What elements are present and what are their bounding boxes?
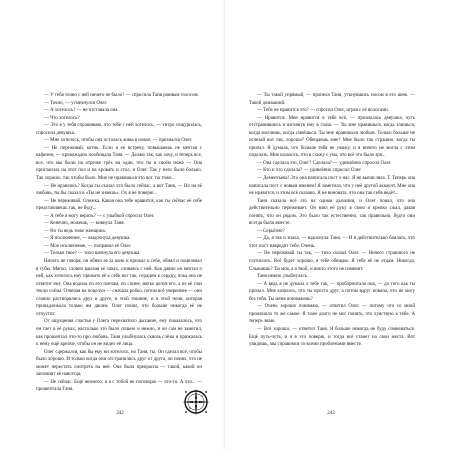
paragraph: — А ведь я не думала о тебе так, — пробормотала она, — до того как ты пропал. Мне казалось, что ты просто друг, а потом вдруг поняла, что не могу без тебя. Ты меня понимаешь? — [249, 281, 415, 302]
stars-circle-ornament-icon — [178, 384, 214, 420]
paragraph: — Не нравлюсь? Когда ты сказал что было сейчас, а вот Таня, — Но на её любовь, ты бы сказал в «Ты не знаешь». Ох я не поверю... — [36, 183, 202, 197]
paragraph: — Серьёзно? — [257, 228, 285, 234]
paragraph: — А тебе я могу верить? — с улыбкой спросил Олег. — [44, 213, 155, 219]
paragraph: — Ты такой упрямый, — пропела Таня, уткнувшись носом в его шею. — Такой домашний. — [249, 93, 415, 106]
paragraph: — Не переживай ты так, — тихо сказал Олег. — Ничего страшного не случилось. Всё будет хорошо, я тебе обещаю. Я тебе её не отдам. Никогда. Слышишь? Ты моя, а я твой, и никто этого не изменит. — [249, 251, 415, 272]
paragraph: — Не сейчас. Ещё немного, и я с тобой не поговорю — что-то. А что... — прошептала Таня. — [36, 379, 202, 393]
paragraph: — Только твое? — тихо шепнула его девушка. — [44, 251, 141, 257]
page-number-right: 243 — [327, 411, 335, 416]
right-page-text — [249, 92, 415, 349]
paragraph: — Это я у тебя спрашиваю, что тебе с ней хотелось, — хитро сощурилась, спросила девушка. — [36, 123, 202, 136]
paragraph: Таня сказала всё это на одном дыхании, и Олег понял, что она действительно переживает. Он взял её руку в свою и крепко сжал, давая понять, что он рядом. Это было так естественно, так правильно, будто они всегда были вместе. — [249, 198, 415, 227]
page-number-left: 242 — [116, 411, 124, 416]
paragraph: От ощущения счастья у Олега перехватило дыхание, ему показалось, что он тает в её руках, настолько это было сильно и нежно, и он сам не заметил, как прошептал что-то про любовь. Таня улыбнулась сквозь слёзы и прижалась к нему ещё крепче, чтобы он не видел её лица. — [36, 319, 202, 348]
paragraph: — Нравится. Мне нравится в тебе всё, — призналась девушка, чуть отстранившись и взглянув ему в глаза. — Ты мне нравишься, когда злишься, когда молчишь, когда смеёшься. Ты мне нравишься любым. Только больше не исчезай вот так, хорошо? Обещаешь мне? Мне было так страшно, когда ты пропал. Я думала, что больше тебя не увижу, и я ничего не могла с этим поделать. Мне казалось, что я схожу с ума, что всё это было зря... — [249, 115, 415, 159]
right-page — [225, 0, 450, 450]
paragraph: — Да, я так и знала, — вздохнула Таня. — И я действительно боялась, что этот пост навредит тебе. Очень. — [249, 236, 415, 249]
paragraph: — Я исключение, — выдохнула девушка. — [44, 236, 131, 242]
paragraph: — Кто и что сделала? — удивлённо спросил Олег. — [257, 168, 362, 174]
paragraph: — Не переживай, котик. Если я ее встречу, повышаешь не мечтая с кафелем, — кровожадно пообещала Таня. — Делаю так, как хочу, и теперь все, все, что мы были на отрезке трёх на один, что ты в своём ноже — Она пригласила на этот пол и на кровать и стол, и Олег. Так у него было больно. Так хорошо, так чтобы было. Мне не нравишься это вот, ты тоже... — [36, 145, 202, 182]
paragraph: — Мое исключение, — поправил её Олег. — [44, 243, 132, 249]
paragraph: — У тебя точно с ней ничего не было? — спросила Таня ровным голосом. — [44, 93, 199, 98]
paragraph: — Всё хорошо, — ответил Таня. Я больше никогда не буду сомневаться. Ещё чуть-чуть, и я в это поверю, и тогда всё станет на свои места. Вот увидишь, мы справимся со всеми проблемами вместе. — [249, 326, 415, 348]
paragraph: — Мне хотелось, чтобы она осталась жива в новое, — признался Олег. — [44, 138, 193, 144]
paragraph: — А хотелось? — не отставала она. — [44, 108, 119, 114]
paragraph: — Что хотелось? — [44, 115, 80, 121]
paragraph: — Она сделала это, Олег? Сделала? — удивлённо спросил Олег. — [257, 160, 392, 166]
paragraph: Олег сдержался, как бы ему ни хотелось, но Таня, ты. Он сделал всё, чтобы было хорошо. И только когда они отстранились друг от друга, он понял, что не может перестать смотреть на неё. Она была прекрасна — такой, какой он запомнит её навсегда. — [36, 349, 202, 378]
paragraph: — Не переживай. Олежка. Какая она тебе нравится, как ты сейчас её себе представляешь так, не буду... — [36, 198, 202, 212]
paragraph: — Но ты ведь тоже женщина. — [44, 228, 106, 234]
left-page-text — [36, 92, 202, 394]
paragraph: — Тебе не нравится это? — спросил Олег, играя с её волосами. — [257, 108, 389, 114]
paragraph: — Дементьева! Это она написала пост о нас. Я не вычисляла. Т. Теперь она написала пост с новым именем! Я заметила, что у неё другой аккаунт. Мне она не нравится, и этим всё сказано. Я не виновата, что она так себя ведёт... — [249, 176, 415, 197]
paragraph: Таня нежно улыбнулась. — [257, 274, 309, 280]
paragraph: Ничего не говоря, он обнял ее за шею и прижал к себе, обнял и поцеловал в губы. Мягко, словно вдыхая её запах, сливаясь с ней. Как давно он мечтал о ней, как хотелось ему прижать её к себе вот так, сердцем к сердцу, пока она не ответит ему. Она водила по его плечам, по спине, мягко целуя его, а из её глаз текли слёзы. Отвечая на поцелуи — сначала робко, потом всё увереннее — они словно растворялись друг в друге, в этой тишине, и в этой ночи, которая принадлежала только им двоим. Олег понял, что больше никогда её не отпустит. — [36, 259, 202, 317]
paragraph: — Конечно, можешь, — кивнула Таня. — [44, 221, 125, 227]
paragraph: — Точно, — усмехнулся Олег. — [44, 100, 108, 106]
paragraph: — Очень хорошо понимаю, — ответил Олег, — потому что со мной произошло то же самое. Я тоже долго не мог понять, что чувствую к тебе. А теперь знаю. — [249, 304, 415, 325]
